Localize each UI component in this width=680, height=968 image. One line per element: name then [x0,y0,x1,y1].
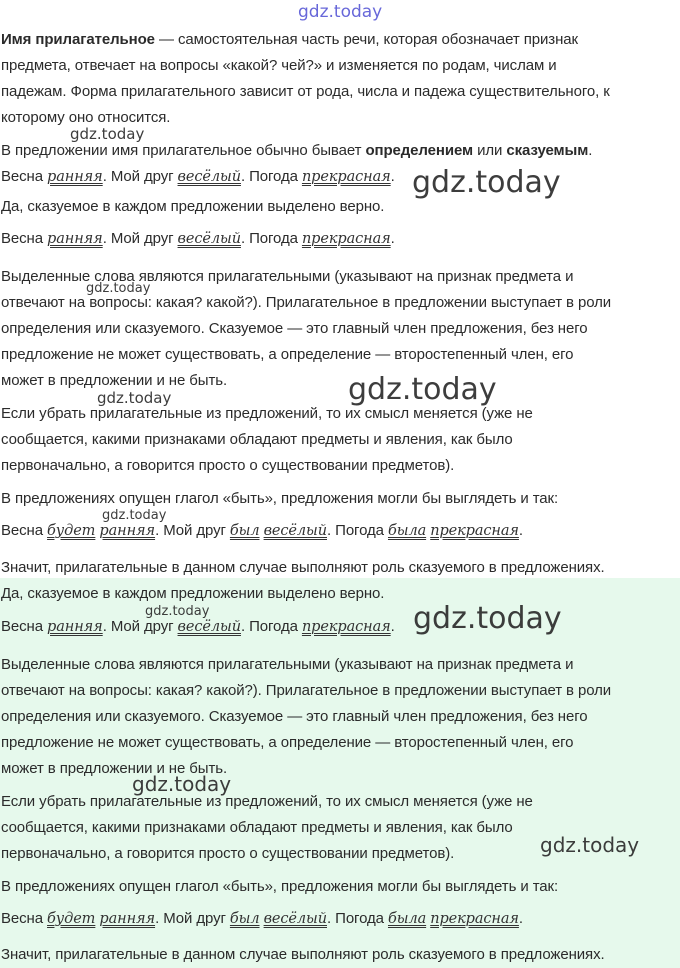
verb: была [387,911,427,927]
intro-line-4: которому оно относится. [1,109,171,126]
explanation-line: Если убрать прилагательные из предложений, то их смысл меняется (уже не [1,793,533,810]
predicate-adjective: весёлый [177,169,241,185]
explanation-line: отвечают на вопросы: какая? какой?). Прилагательное в предложении выступает в роли [1,294,612,311]
intro-line-1: Имя прилагательное — самостоятельная часть речи, которая обозначает признак [1,31,578,48]
example-sentences: Весна ранняя. Мой друг весёлый. Погода прекрасная. [1,168,395,185]
conclusion: Значит, прилагательные в данном случае выполняют роль сказуемого в предложениях. [1,559,605,576]
example-sentences: Весна ранняя. Мой друг весёлый. Погода прекрасная. [1,618,395,635]
predicate-adjective: прекрасная [301,619,391,635]
watermark: gdz.today [132,772,232,796]
verb: была [387,523,427,539]
predicate-adjective: прекрасная [430,523,519,539]
watermark: gdz.today [70,125,145,143]
role-line: В предложении имя прилагательное обычно бывает определением или сказуемым. [1,142,593,159]
predicate-adjective: ранняя [47,619,103,635]
explanation-line: может в предложении и не быть. [1,372,228,389]
full-sentences: Весна будет ранняя. Мой друг был весёлый. Погода была прекрасная. [1,522,523,539]
explanation-line: предложение не может существовать, а определение — второстепенный член, его [1,734,574,751]
explanation-line: первоначально, а говорится просто о существовании предметов). [1,457,455,474]
full-sentences: Весна будет ранняя. Мой друг был весёлый. Погода была прекрасная. [1,910,523,927]
explanation-line: В предложениях опущен глагол «быть», предложения могли бы выглядеть и так: [1,490,559,507]
explanation-line: сообщается, какими признаками обладают предметы и явления, как было [1,431,513,448]
explanation-line: Выделенные слова являются прилагательными (указывают на признак предмета и [1,268,574,285]
predicate-adjective: весёлый [177,619,241,635]
predicate-adjective: весёлый [263,911,327,927]
watermark: gdz.today [86,281,151,296]
explanation-line: В предложениях опущен глагол «быть», предложения могли бы выглядеть и так: [1,878,559,895]
watermark: gdz.today [97,389,172,407]
explanation-line: первоначально, а говорится просто о существовании предметов). [1,845,455,862]
predicate-adjective: весёлый [177,231,241,247]
watermark: gdz.today [145,604,210,619]
watermark: gdz.today [540,833,640,857]
explanation-line: Выделенные слова являются прилагательными (указывают на признак предмета и [1,656,574,673]
predicate-adjective: прекрасная [430,911,519,927]
verb: был [229,911,260,927]
predicate-adjective: прекрасная [301,169,391,185]
conclusion: Значит, прилагательные в данном случае выполняют роль сказуемого в предложениях. [1,946,605,963]
predicate-adjective: весёлый [263,523,327,539]
predicate-adjective: прекрасная [301,231,391,247]
term: Имя прилагательное [1,31,155,48]
explanation-line: может в предложении и не быть. [1,760,228,777]
verb: будет [47,911,96,927]
watermark: gdz.today [413,601,562,636]
predicate-adjective: ранняя [47,169,103,185]
watermark: gdz.today [298,2,383,22]
intro-line-3: падежам. Форма прилагательного зависит от рода, числа и падежа существительного, к [1,83,610,100]
verdict: Да, сказуемое в каждом предложении выделено верно. [1,585,385,602]
predicate-adjective: ранняя [99,911,156,927]
explanation-line: определения или сказуемого. Сказуемое — это главный член предложения, без него [1,708,588,725]
explanation-line: Если убрать прилагательные из предложений, то их смысл меняется (уже не [1,405,533,422]
verdict: Да, сказуемое в каждом предложении выделено верно. [1,198,385,215]
explanation-line: определения или сказуемого. Сказуемое — это главный член предложения, без него [1,320,588,337]
predicate-adjective: ранняя [99,523,156,539]
watermark: gdz.today [348,372,497,407]
explanation-line: предложение не может существовать, а определение — второстепенный член, его [1,346,574,363]
watermark: gdz.today [102,508,167,523]
example-sentences: Весна ранняя. Мой друг весёлый. Погода прекрасная. [1,230,395,247]
verb: будет [47,523,96,539]
verb: был [229,523,260,539]
explanation-line: отвечают на вопросы: какая? какой?). Прилагательное в предложении выступает в роли [1,682,612,699]
explanation-line: сообщается, какими признаками обладают предметы и явления, как было [1,819,513,836]
predicate-adjective: ранняя [47,231,103,247]
watermark: gdz.today [412,165,561,200]
intro-line-2: предмета, отвечает на вопросы «какой? чей?» и изменяется по родам, числам и [1,57,557,74]
